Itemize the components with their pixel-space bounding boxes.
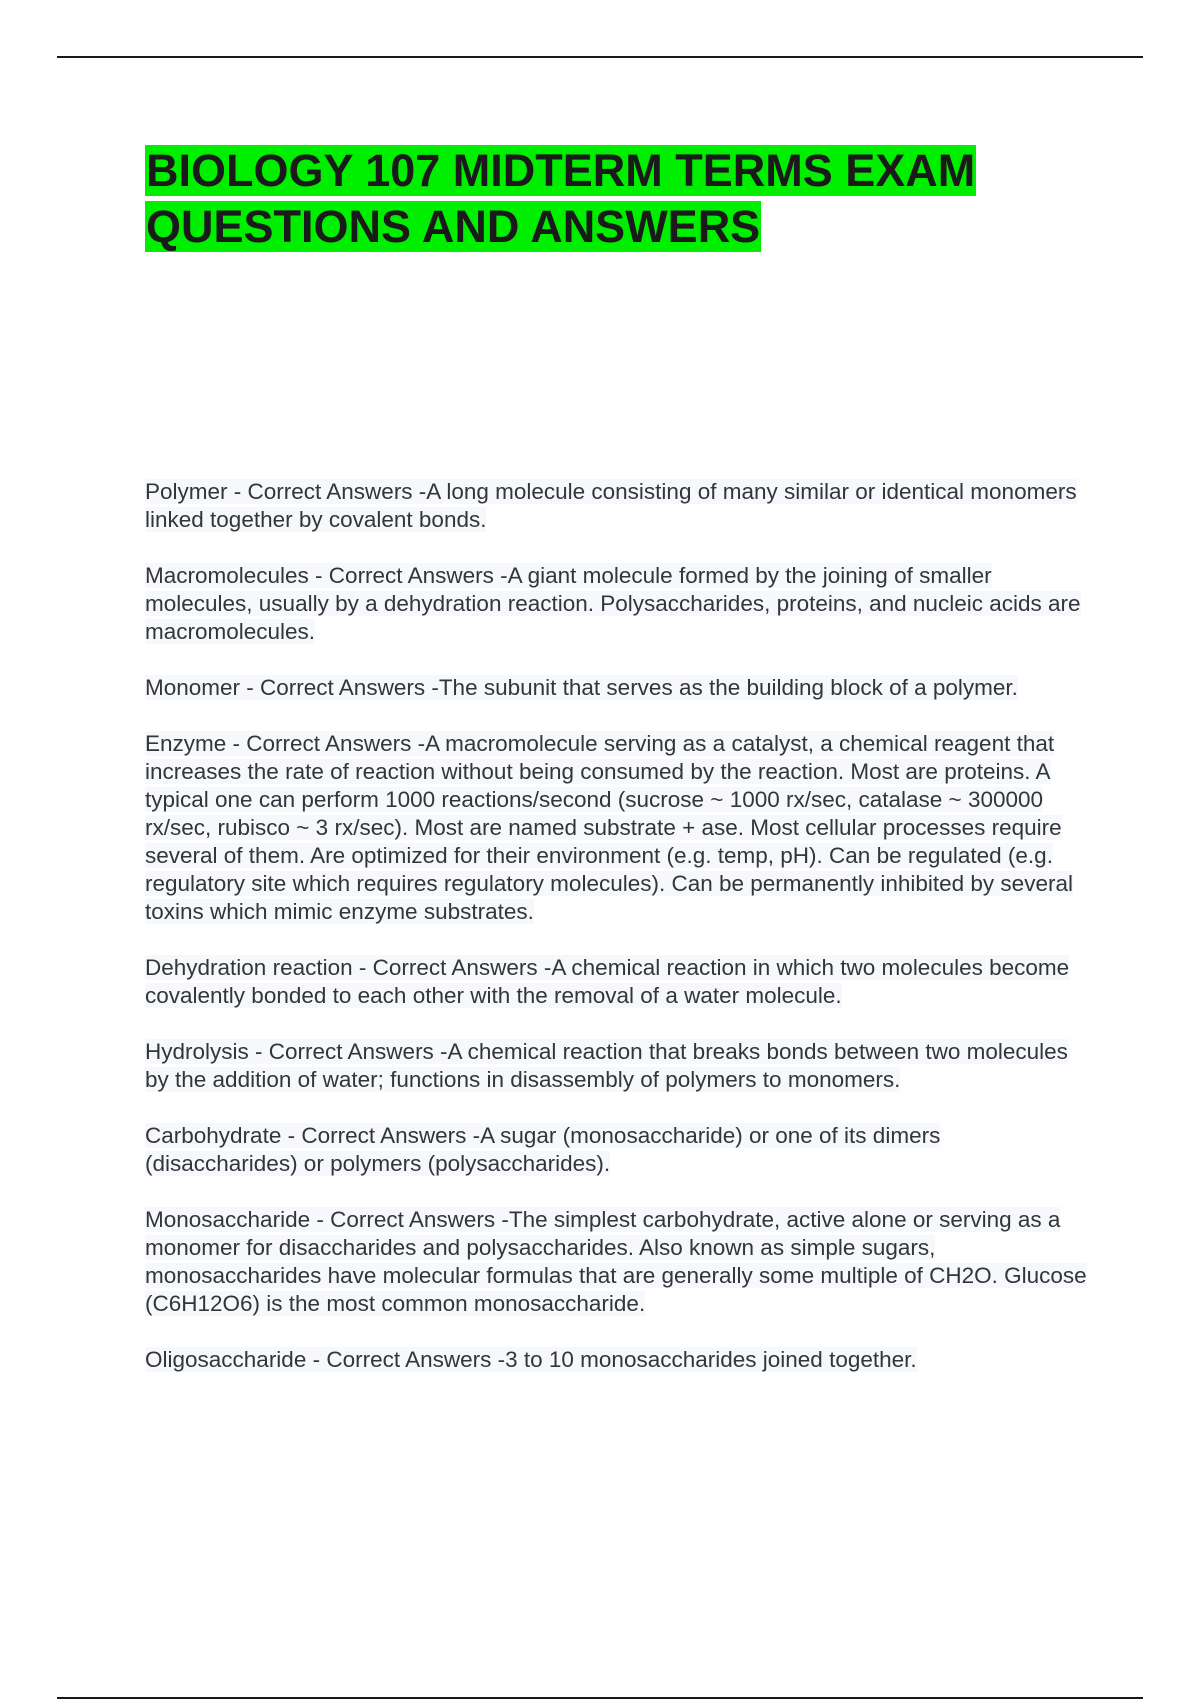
title-line-1: BIOLOGY 107 MIDTERM TERMS EXAM [146,145,976,196]
qa-entry-monomer [145,674,1090,702]
entry-text: Polymer - Correct Answers -A long molecule consisting of many similar or identical monomers linked together by covalent bonds. [145,479,1077,532]
qa-entry-monosaccharide [145,1206,1090,1318]
qa-entry-polymer [145,478,1090,534]
qa-entry-enzyme [145,730,1090,926]
entry-text: Oligosaccharide - Correct Answers -3 to 10 monosaccharides joined together. [145,1347,917,1372]
qa-entry-oligosaccharide [145,1346,1090,1374]
entry-text: Macromolecules - Correct Answers -A giant molecule formed by the joining of smaller molecules, usually by a dehydration reaction. Polysaccharides, proteins, and nucleic acids are macromolecules. [145,563,1081,644]
entry-text: Carbohydrate - Correct Answers -A sugar (monosaccharide) or one of its dimers (disaccharides) or polymers (polysaccharides). [145,1123,941,1176]
document-title [145,143,1065,255]
qa-entry-list [145,478,1090,1402]
entry-text: Enzyme - Correct Answers -A macromolecule serving as a catalyst, a chemical reagent that increases the rate of reaction without being consumed by the reaction. Most are proteins. A typical one can perform 1000 reactions/second (sucrose ~ 1000 rx/sec, catalase ~ 300000 rx/sec, rubisco ~ 3 rx/sec). Most are named substrate + ase. Most cellular processes require several of them. Are optimized for their environment (e.g. temp, pH). Can be regulated (e.g. regulatory site which requires regulatory molecules). Can be permanently inhibited by several toxins which mimic enzyme substrates. [145,731,1073,924]
qa-entry-macromolecules [145,562,1090,646]
entry-text: Dehydration reaction - Correct Answers -A chemical reaction in which two molecules become covalently bonded to each other with the removal of a water molecule. [145,955,1070,1008]
entry-text: Monosaccharide - Correct Answers -The simplest carbohydrate, active alone or serving as a monomer for disaccharides and polysaccharides. Also known as simple sugars, monosaccharides have molecular formulas that are generally some multiple of CH2O. Glucose (C6H12O6) is the most common monosaccharide. [145,1207,1087,1316]
top-divider [57,56,1143,58]
qa-entry-dehydration-reaction [145,954,1090,1010]
qa-entry-hydrolysis [145,1038,1090,1094]
qa-entry-carbohydrate [145,1122,1090,1178]
title-line-2: QUESTIONS AND ANSWERS [146,201,761,252]
bottom-divider [57,1697,1143,1699]
entry-text: Hydrolysis - Correct Answers -A chemical reaction that breaks bonds between two molecules by the addition of water; functions in disassembly of polymers to monomers. [145,1039,1068,1092]
entry-text: Monomer - Correct Answers -The subunit that serves as the building block of a polymer. [145,675,1018,700]
